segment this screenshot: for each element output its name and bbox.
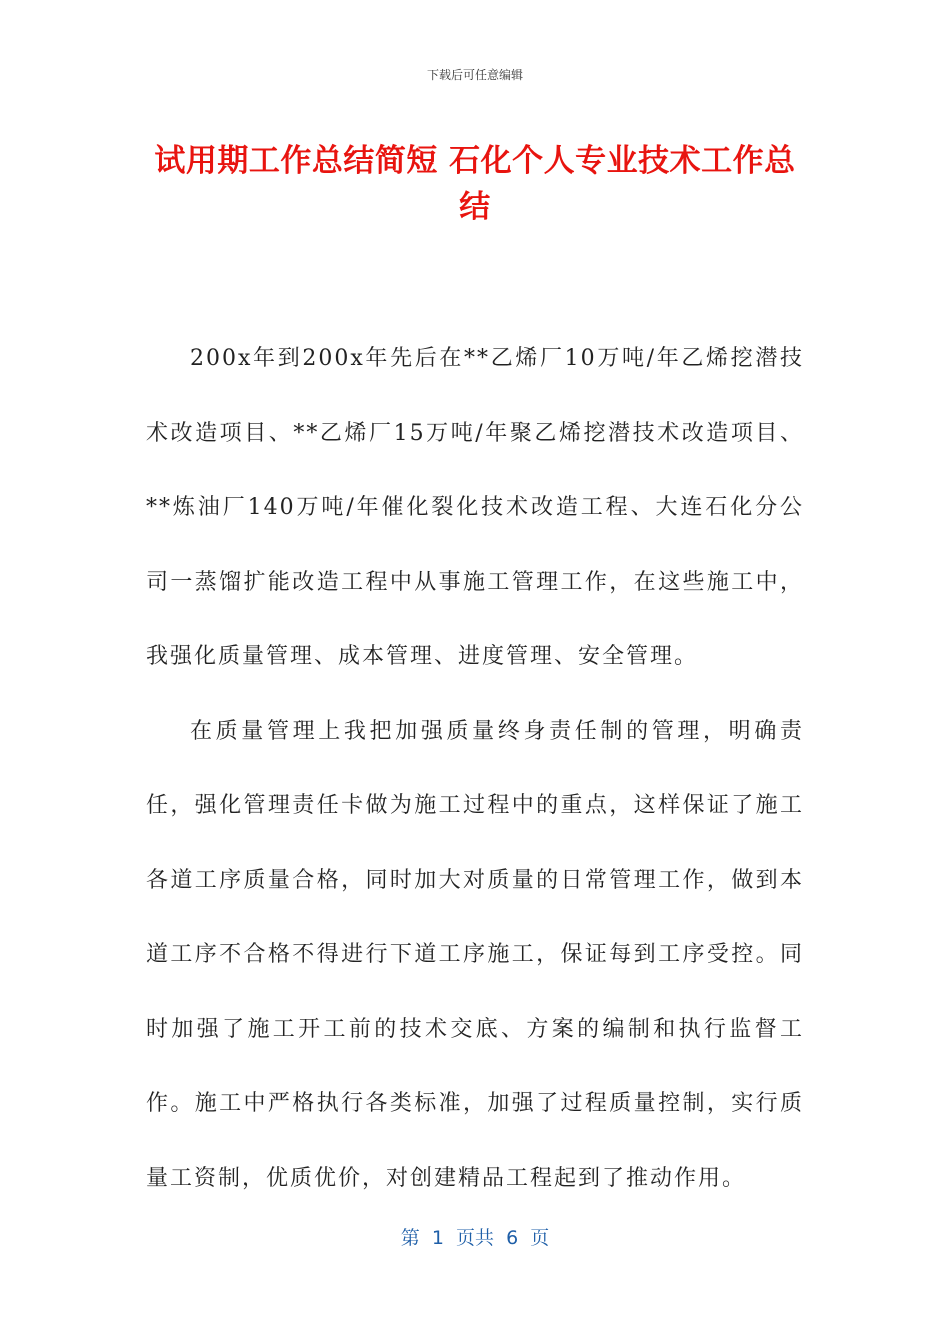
document-title: 试用期工作总结简短 石化个人专业技术工作总结 xyxy=(154,143,796,225)
header-note: 下载后可任意编辑 xyxy=(426,68,523,82)
paragraph-2: 在质量管理上我把加强质量终身责任制的管理，明确责任，强化管理责任卡做为施工过程中的重点，这样保证了施工各道工序质量合格，同时加大对质量的日常管理工作，做到本道工序不合格不得进行下道工序施工，保证每到工序受控。同时加强了施工开工前的技术交底、方案的编制和执行监督工作。施工中严格执行各类标准，加强了过程质量控制，实行质量工资制，优质优价，对创建精品工程起到了推动作用。 xyxy=(146,718,804,1191)
document-body xyxy=(146,322,804,1216)
paragraph-1: 200x年到200x年先后在**乙烯厂10万吨/年乙烯挖潜技术改造项目、**乙烯厂15万吨/年聚乙烯挖潜技术改造项目、**炼油厂140万吨/年催化裂化技术改造工程、大连石化分公司一蒸馏扩能改造工程中从事施工管理工作，在这些施工中，我强化质量管理、成本管理、进度管理、安全管理。 xyxy=(146,346,804,669)
page-number-footer: 第 1 页共 6 页 xyxy=(400,1227,550,1249)
